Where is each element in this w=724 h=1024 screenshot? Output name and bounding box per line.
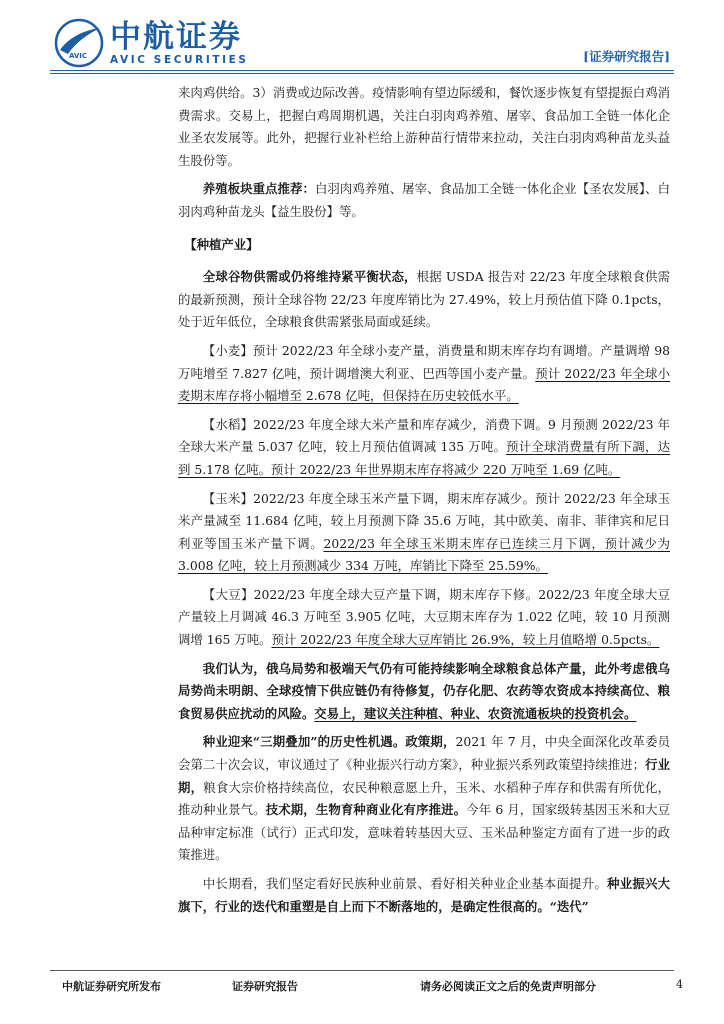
report-body [178, 82, 670, 918]
company-logo [54, 18, 249, 68]
footer-divider [50, 970, 674, 971]
paragraph-breeding-picks: 养殖板块重点推荐：白羽肉鸡养殖、屠宰、食品加工全链一体化企业【圣农发展】、白羽肉鸡种苗龙头【益生股份】等。 [178, 181, 670, 219]
paragraph-seed-industry: 种业迎来“三期叠加”的历史性机遇。政策期，2021 年 7 月，中央全面深化改革委员会第二十次会议，审议通过了《种业振兴行动方案》，种业振兴系列政策望持续推进；行业期，粮食大宗价格持续高位，农民种粮意愿上升，玉米、水稻种子库存和供需有所优化，推动种业景气。技术期，生物育种商业化有序推进。今年 6 月，国家级转基因玉米和大豆品种审定标准（试行）正式印发，意味着转基因大豆、玉米品种鉴定方面有了进一步的政策推进。 [178, 734, 671, 863]
page-number: 4 [676, 978, 683, 991]
paragraph-rice: 【水稻】2022/23 年度全球大米产量和库存减少，消费下调。9 月预测 2022/23 年全球大米产量 5.037 亿吨，较上月预估值调减 135 万吨。预计全球消费量有所下調，达到 5.178 亿吨。预计 2022/23 年世界期末库存将减少 220 万吨至 1.69 亿吨。 [178, 416, 670, 477]
header-divider [50, 70, 674, 71]
logo-cn-text: 中航证券 [110, 18, 242, 55]
paragraph-risk-view: 我们认为，俄乌局势和极端天气仍有可能持续影响全球粮食总体产量，此外考虑俄乌局势尚未明朗、全球疫情下供应链仍有待修复，仍存化肥、农药等农资成本持续高位、粮食贸易供应扰动的风险。交易上，建议关注种植、种业、农资流通板块的投资机会。 [178, 660, 670, 721]
footer-disclaimer: 请务必阅读正文之后的免责声明部分 [420, 980, 596, 993]
avic-logo-icon [54, 18, 104, 68]
page-header [0, 0, 724, 80]
paragraph-corn: 【玉米】2022/23 年度全球玉米产量下调，期末库存减少。预计 2022/23 年全球玉米产量减至 11.684 亿吨，较上月预测下降 35.6 万吨，其中欧美、南非、菲律宾和尼日利亚等国玉米产量下调。2022/23 年全球玉米期末库存已连续三月下调，预计减少为 3.008 亿吨，较上月预测减少 334 万吨，库销比下降至 25.59%。 [178, 490, 670, 574]
logo-mark-text: AVIC [68, 52, 88, 60]
footer-publisher: 中航证券研究所发布 [62, 980, 161, 993]
breeding-picks-heading: 养殖板块重点推荐： [202, 181, 315, 197]
paragraph-long-term-view: 中长期看，我们坚定看好民族种业前景、看好相关种业企业基本面提升。种业振兴大旗下，行业的迭代和重塑是自上而下不断落地的，是确定性很高的。“迭代” [178, 876, 671, 914]
report-type-tag: [证券研究报告] [583, 49, 670, 64]
footer-report-type: 证券研究报告 [232, 980, 298, 993]
page-footer [0, 970, 724, 1000]
logo-en-text: AVIC SECURITIES [110, 53, 249, 66]
paragraph-soybean: 【大豆】2022/23 年度全球大豆产量下调，期末库存下修。2022/23 年度全球大豆产量较上月调减 46.3 万吨至 3.905 亿吨，大豆期末库存为 1.022 亿吨，较 10 月预测调增 165 万吨。预计 2022/23 年度全球大豆库销比 26.9%，较上月值略增 0.5pcts。 [178, 586, 670, 648]
header-divider-thin [50, 73, 674, 74]
paragraph-wheat: 【小麦】预计 2022/23 年全球小麦产量，消费量和期末库存均有调增。产量调增 98 万吨增至 7.827 亿吨，预计调增澳大利亚、巴西等国小麦产量。预计 2022/23 年全球小麦期末库存将小幅增至 2.678 亿吨，但保持在历史较低水平。 [178, 342, 670, 404]
paragraph-poultry-outlook: 来肉鸡供给。3）消费或边际改善。疫情影响有望边际缓和，餐饮逐步恢复有望提振白鸡消费需求。交易上，把握白鸡周期机遇，关注白羽肉鸡养殖、屠宰、食品加工全链一体化企业圣农发展等。此外，把握行业补栏给上游种苗行情带来拉动，关注白羽肉鸡种苗龙头益生股份等。 [178, 85, 670, 168]
section-title-planting: 【种植产业】 [184, 236, 259, 252]
paragraph-grain-balance: 全球谷物供需或仍将维持紧平衡状态，根据 USDA 报告对 22/23 年度全球粮食供需的最新预测，预计全球谷物 22/23 年度库销比为 27.49%，较上月预估值下降 0.1pcts，处于近年低位，全球粮食供需紧张局面或延续。 [178, 269, 671, 330]
